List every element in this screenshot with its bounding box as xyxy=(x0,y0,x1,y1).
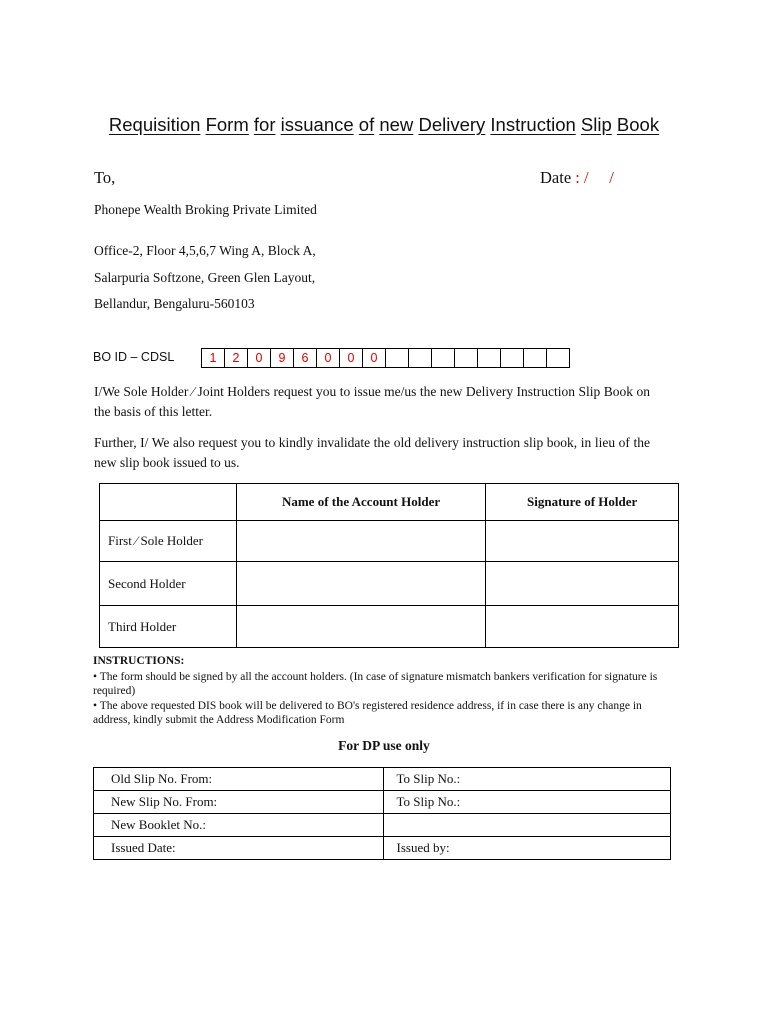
table-header-row xyxy=(100,484,679,521)
boid-digit[interactable]: 1 xyxy=(209,351,217,365)
title-word: Delivery xyxy=(418,114,486,135)
boid-digit[interactable] xyxy=(523,349,546,367)
table-row xyxy=(100,606,679,648)
dp-cell[interactable]: To Slip No.: xyxy=(383,768,671,791)
dp-cell[interactable]: New Booklet No.: xyxy=(94,814,384,837)
table-header: Signature of Holder xyxy=(486,484,679,521)
boid-digit[interactable]: 0 xyxy=(362,349,385,367)
request-paragraph: I/We Sole Holder ⁄ Joint Holders request you to issue me/us the new Delivery Instruction Slip Book on the basis of this letter. xyxy=(94,384,650,419)
dp-cell[interactable] xyxy=(383,814,671,837)
holder-name-field[interactable] xyxy=(236,606,486,648)
title-word: of xyxy=(358,114,375,135)
table-row xyxy=(94,837,671,860)
holder-label: Third Holder xyxy=(100,606,237,648)
address-line-2: Salarpuria Softzone, Green Glen Layout, xyxy=(94,270,316,285)
boid-digit[interactable]: 2 xyxy=(224,349,247,367)
title-word: for xyxy=(253,114,276,135)
dp-cell[interactable]: To Slip No.: xyxy=(383,791,671,814)
form-title xyxy=(0,114,768,136)
to-label: To, xyxy=(94,168,116,187)
title-word: Form xyxy=(205,114,249,135)
title-word: issuance xyxy=(280,114,354,135)
dp-use-table xyxy=(93,767,671,860)
date-value[interactable]: : / / xyxy=(575,168,614,187)
boid-digit[interactable] xyxy=(477,349,500,367)
boid-digit[interactable]: 6 xyxy=(293,349,316,367)
address-line-3: Bellandur, Bengaluru-560103 xyxy=(94,296,255,311)
boid-digit[interactable] xyxy=(454,349,477,367)
boid-digit[interactable] xyxy=(546,349,569,367)
holder-label: Second Holder xyxy=(100,562,237,606)
table-row xyxy=(94,814,671,837)
dp-cell[interactable]: New Slip No. From: xyxy=(94,791,384,814)
boid-digit[interactable] xyxy=(385,349,408,367)
title-word: Instruction xyxy=(490,114,576,135)
company-name: Phonepe Wealth Broking Private Limited xyxy=(94,202,317,217)
date-field[interactable] xyxy=(540,168,614,188)
table-row xyxy=(100,521,679,562)
holder-name-field[interactable] xyxy=(236,562,486,606)
table-header xyxy=(100,484,237,521)
holder-label: First ⁄ Sole Holder xyxy=(100,521,237,562)
holders-table xyxy=(99,483,679,648)
holder-signature-field[interactable] xyxy=(486,521,679,562)
boid-input[interactable] xyxy=(201,348,570,368)
date-label: Date xyxy=(540,168,572,187)
title-word: Book xyxy=(616,114,660,135)
title-word: Requisition xyxy=(108,114,201,135)
boid-digit[interactable]: 0 xyxy=(247,349,270,367)
boid-digit[interactable]: 0 xyxy=(316,349,339,367)
dp-cell[interactable]: Old Slip No. From: xyxy=(94,768,384,791)
title-word: Slip xyxy=(580,114,612,135)
holder-signature-field[interactable] xyxy=(486,562,679,606)
instructions-heading: INSTRUCTIONS: xyxy=(93,655,185,667)
dp-section-heading: For DP use only xyxy=(338,738,430,753)
table-row xyxy=(100,562,679,606)
boid-digit[interactable] xyxy=(408,349,431,367)
holder-name-field[interactable] xyxy=(236,521,486,562)
boid-digit[interactable]: 0 xyxy=(339,349,362,367)
table-row xyxy=(94,768,671,791)
boid-label: BO ID – CDSL xyxy=(93,350,175,364)
boid-digit[interactable] xyxy=(500,349,523,367)
instruction-item: • The above requested DIS book will be delivered to BO's registered residence address, if in case there is any change in address, kindly submit the Address Modification Form xyxy=(93,700,642,726)
title-word: new xyxy=(379,114,414,135)
table-row xyxy=(94,791,671,814)
boid-digit[interactable]: 9 xyxy=(270,349,293,367)
invalidate-paragraph: Further, I/ We also request you to kindly invalidate the old delivery instruction slip book, in lieu of the new slip book issued to us. xyxy=(94,435,650,470)
instruction-item: • The form should be signed by all the account holders. (In case of signature mismatch bankers verification for signature is required) xyxy=(93,671,658,697)
boid-digit[interactable] xyxy=(431,349,454,367)
dp-cell[interactable]: Issued by: xyxy=(383,837,671,860)
address-line-1: Office-2, Floor 4,5,6,7 Wing A, Block A, xyxy=(94,243,316,258)
dp-cell[interactable]: Issued Date: xyxy=(94,837,384,860)
holder-signature-field[interactable] xyxy=(486,606,679,648)
table-header: Name of the Account Holder xyxy=(236,484,486,521)
